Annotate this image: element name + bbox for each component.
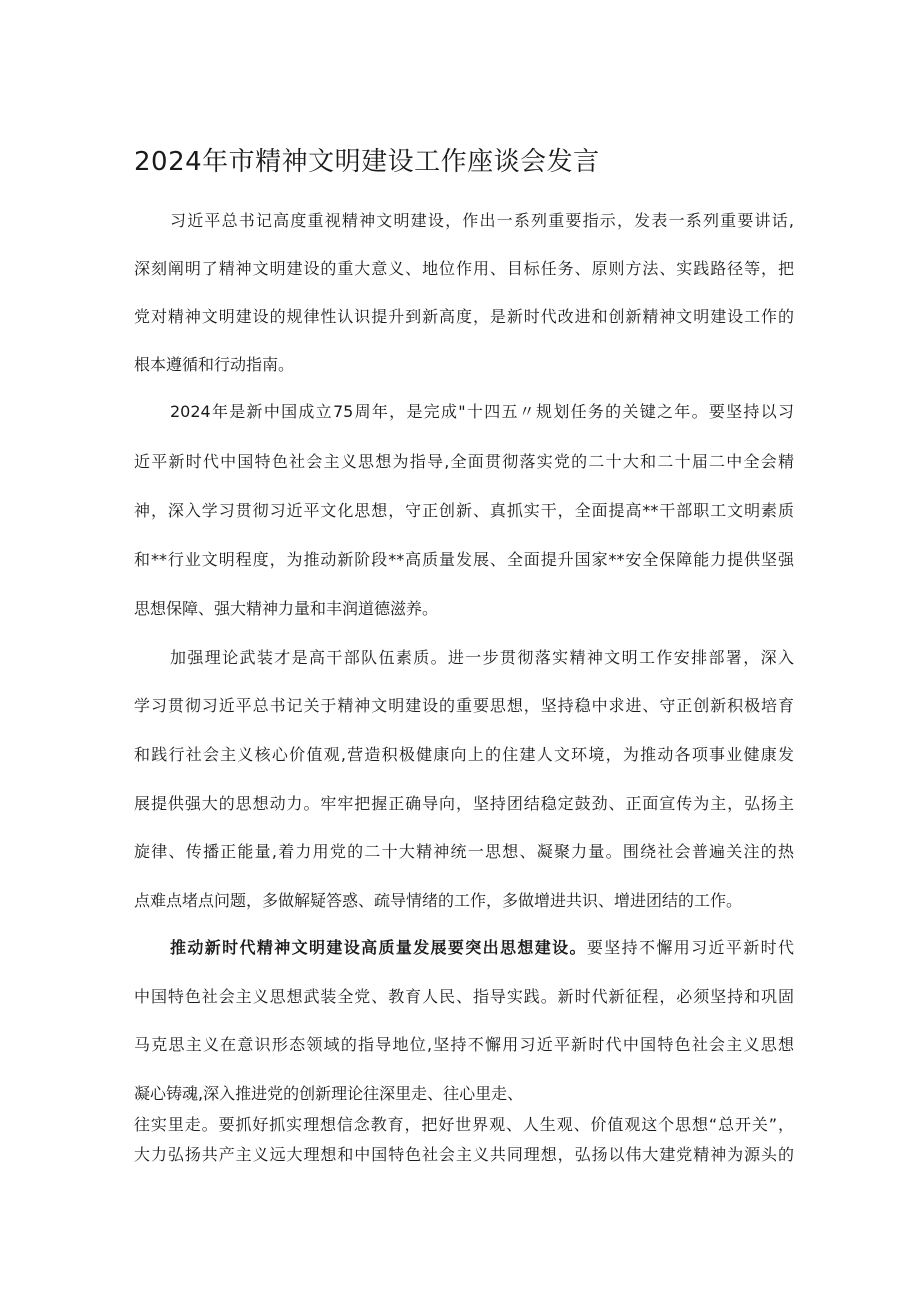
paragraph-1-line-4: 根本遵循和行动指南。 — [134, 355, 295, 374]
paragraph-3-line-4: 展提供强大的思想动力。牢牢把握正确导向，坚持团结稳定鼓劲、正面宣传为主，弘扬主 — [134, 794, 794, 813]
paragraph-4-line-1 — [170, 933, 794, 963]
paragraph-2-line-1: 2024年是新中国成立75周年，是完成"十四五〃规划任务的关键之年。要坚持以习 — [170, 402, 794, 421]
paragraph-3-line-6: 点难点堵点问题，多做解疑答惑、疏导情绪的工作，多做增进共识、增进团结的工作。 — [134, 891, 743, 910]
paragraph-4-lead-bold: 推动新时代精神文明建设高质量发展要突出思想建设。 — [170, 938, 587, 957]
paragraph-3-line-2: 学习贯彻习近平总书记关于精神文明建设的重要思想，坚持稳中求进、守正创新积极培育 — [134, 696, 794, 715]
paragraph-2-line-4: 和**行业文明程度，为推动新阶段**高质量发展、全面提升国家**安全保障能力提供坚强 — [134, 550, 794, 569]
paragraph-3-line-1: 加强理论武装才是高干部队伍素质。进一步贯彻落实精神文明工作安排部署，深入 — [170, 648, 794, 667]
paragraph-1-line-1: 习近平总书记高度重视精神文明建设，作出一系列重要指示，发表一系列重要讲话, — [170, 211, 794, 230]
paragraph-4-line-4: 凝心铸魂,深入推进党的创新理论往深里走、往心里走、 — [134, 1084, 524, 1103]
paragraph-2-line-5: 思想保障、强大精神力量和丰润道德滋养。 — [134, 599, 439, 618]
paragraph-2-line-3: 神，深入学习贯彻习近平文化思想，守正创新、真抓实干，全面提高**干部职工文明素质 — [134, 501, 794, 520]
paragraph-4-line-5: 往实里走。要抓好抓实理想信念教育，把好世界观、人生观、价值观这个思想“总开关”， — [134, 1115, 794, 1134]
document-title: 2024年市精神文明建设工作座谈会发言 — [134, 147, 600, 177]
paragraph-3-line-5: 旋律、传播正能量,着力用党的二十大精神统一思想、凝聚力量。围绕社会普遍关注的热 — [134, 842, 794, 861]
paragraph-1-line-3: 党对精神文明建设的规律性认识提升到新高度，是新时代改进和创新精神文明建设工作的 — [134, 307, 794, 326]
paragraph-1-line-2: 深刻阐明了精神文明建设的重大意义、地位作用、目标任务、原则方法、实践路径等，把 — [134, 259, 794, 278]
paragraph-4-line-3: 马克思主义在意识形态领域的指导地位,坚持不懈用习近平新时代中国特色社会主义思想 — [134, 1035, 794, 1054]
paragraph-4-line-2: 中国特色社会主义思想武装全党、教育人民、指导实践。新时代新征程，必须坚持和巩固 — [134, 987, 794, 1006]
paragraph-4-lead-rest: 要坚持不懈用习近平新时代 — [586, 938, 794, 957]
paragraph-3-line-3: 和践行社会主义核心价值观,营造积极健康向上的住建人文环境，为推动各项事业健康发 — [134, 745, 794, 764]
paragraph-4-line-6: 大力弘扬共产主义远大理想和中国特色社会主义共同理想，弘扬以伟大建党精神为源头的 — [134, 1145, 794, 1164]
paragraph-2-line-2: 近平新时代中国特色社会主义思想为指导,全面贯彻落实党的二十大和二十届二中全会精 — [134, 452, 794, 471]
